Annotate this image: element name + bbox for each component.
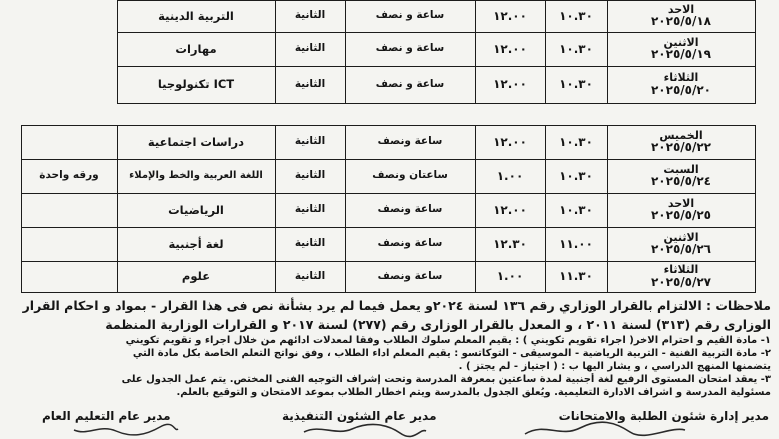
end-time: ١٢.٠٠ [493, 8, 527, 23]
end-time: ١٢.٠٠ [493, 134, 527, 149]
subject: دراسات اجتماعية [147, 134, 245, 149]
start-time: ١٠.٣٠ [559, 41, 593, 56]
grade: الثانية [294, 203, 326, 216]
row-notes [21, 227, 117, 261]
end-time: ١٢.٠٠ [493, 202, 527, 217]
notes-line: يتضمنها المنهج الدراسي ، و يشار اليها ب : ( اجتياز - لم يجتز ) . [458, 361, 771, 372]
duration: ساعة و نصف [375, 77, 445, 90]
handwritten-signature-icon [70, 420, 180, 439]
duration: ساعة ونصف [377, 135, 443, 148]
row-notes [21, 193, 117, 227]
grade: الثانية [294, 135, 326, 148]
subject: التربية الدينية [158, 8, 234, 23]
grade: الثانية [294, 42, 326, 55]
notes-line: ٣- يعقد امتحان المستوى الرفيع لغة أجنبية لمدة ساعتين بمعرفة المدرسة وتحت إشراف التوجيه الفنى المختص. يتم عمل الجدول على [121, 374, 771, 385]
row-notes [21, 261, 117, 292]
start-time: ١١.٠٠ [559, 236, 593, 251]
row-notes: ورقه واحدة [39, 169, 99, 182]
start-time: ١٠.٣٠ [559, 134, 593, 149]
subject: لغة أجنبية [168, 236, 224, 251]
exam-date: ٢٠٢٥/٥/٢٦ [650, 242, 712, 257]
subject: علوم [181, 269, 211, 284]
subject: اللغة العربية والخط والإملاء [129, 169, 263, 181]
grade: الثانية [294, 77, 326, 90]
signature-general-director: مدير عام التعليم العام [42, 409, 171, 423]
table-row-date-cell [607, 66, 755, 103]
duration: ساعة ونصف [377, 237, 443, 250]
exam-date: ٢٠٢٥/٥/١٨ [650, 14, 712, 29]
signature-exams-director: مدير إدارة شئون الطلبة والامتحانات [558, 409, 769, 423]
exam-date: ٢٠٢٥/٥/١٩ [650, 47, 712, 62]
end-time: ١٢.٣٠ [493, 236, 527, 251]
end-time: ١.٠٠ [496, 168, 524, 183]
start-time: ١٠.٣٠ [559, 77, 593, 92]
end-time: ١.٠٠ [496, 269, 524, 284]
duration: ساعة و نصف [375, 42, 445, 55]
notes-line: ١- مادة القيم و احترام الاخر( اجراء تقويم تكويني ) : يقيم المعلم سلوك الطلاب وفقا لمعدلات ادائهم من خلال اجراء و تقويم تكويني [125, 335, 771, 346]
handwritten-signature-icon [520, 420, 690, 439]
duration: ساعة و نصف [375, 9, 445, 22]
handwritten-signature-icon [300, 420, 430, 439]
exam-date: ٢٠٢٥/٥/٢٧ [650, 274, 712, 289]
grade: الثانية [294, 169, 326, 182]
day-name: الاحد [667, 196, 695, 210]
day-name: الاثنين [663, 35, 699, 49]
notes-line: ٢- مادة التربية الفنية - التربية الرياضية - الموسيقى - التوكاتسو : يقيم المعلم اداء الطلاب ، وفق نواتج التعلم الخاصة بكل مادة التي [132, 348, 771, 359]
signature-executive-director: مدير عام الشئون التنفيذية [282, 409, 437, 423]
exam-date: ٢٠٢٥/٥/٢٤ [650, 174, 712, 189]
duration: ساعتان ونصف [372, 169, 448, 182]
start-time: ١٠.٣٠ [559, 8, 593, 23]
notes-section [6, 296, 771, 399]
table-row-date-cell [607, 261, 755, 292]
day-name: الاثنين [663, 230, 699, 244]
table-row-date-cell [607, 125, 755, 159]
duration: ساعة ونصف [377, 269, 443, 282]
notes-line: الوزارى رقم (٣١٣) لسنة ٢٠١١ ، و المعدل بالقرار الوزارى رقم (٢٧٧) لسنة ٢٠١٧ و القرارات الوزارية المنظمة [105, 317, 771, 332]
day-name: الاحد [667, 2, 695, 16]
notes-line: ملاحظات : الالتزام بالقرار الوزاري رقم ١٣٦ لسنة ٢٠٢٤و يعمل فيما لم يرد بشأنة نص فى هذا القرار - بمواد و احكام القرار [22, 298, 771, 313]
start-time: ١١.٣٠ [559, 269, 593, 284]
day-name: الخميس [659, 128, 703, 142]
day-name: الثلاثاء [663, 263, 699, 277]
start-time: ١٠.٣٠ [559, 168, 593, 183]
table-row-date-cell [607, 159, 755, 193]
row-notes [21, 125, 117, 159]
duration: ساعة ونصف [377, 203, 443, 216]
exam-date: ٢٠٢٥/٥/٢٠ [650, 82, 712, 97]
subject: تكنولوجيا ICT [157, 77, 235, 92]
exam-date: ٢٠٢٥/٥/٢٢ [650, 140, 712, 155]
grade: الثانية [294, 237, 326, 250]
start-time: ١٠.٣٠ [559, 202, 593, 217]
subject: مهارات [175, 41, 217, 56]
notes-line: مسئولية المدرسة و اشراف الادارة التعليمية. ويُعلق الجدول بالمدرسة ويتم اخطار الطلاب بموعد الامتحان و التوقيع بالعلم. [176, 387, 771, 398]
table-row-date-cell [607, 193, 755, 227]
day-name: الثلاثاء [663, 71, 699, 85]
end-time: ١٢.٠٠ [493, 77, 527, 92]
exam-date: ٢٠٢٥/٥/٢٥ [650, 208, 712, 223]
grade: الثانية [294, 9, 326, 22]
table-row-date-cell [607, 32, 755, 66]
end-time: ١٢.٠٠ [493, 41, 527, 56]
table-row-date-cell [607, 227, 755, 261]
grade: الثانية [294, 269, 326, 282]
subject: الرياضيات [168, 202, 224, 217]
table-row-date-cell [607, 0, 755, 32]
day-name: السبت [663, 162, 699, 176]
